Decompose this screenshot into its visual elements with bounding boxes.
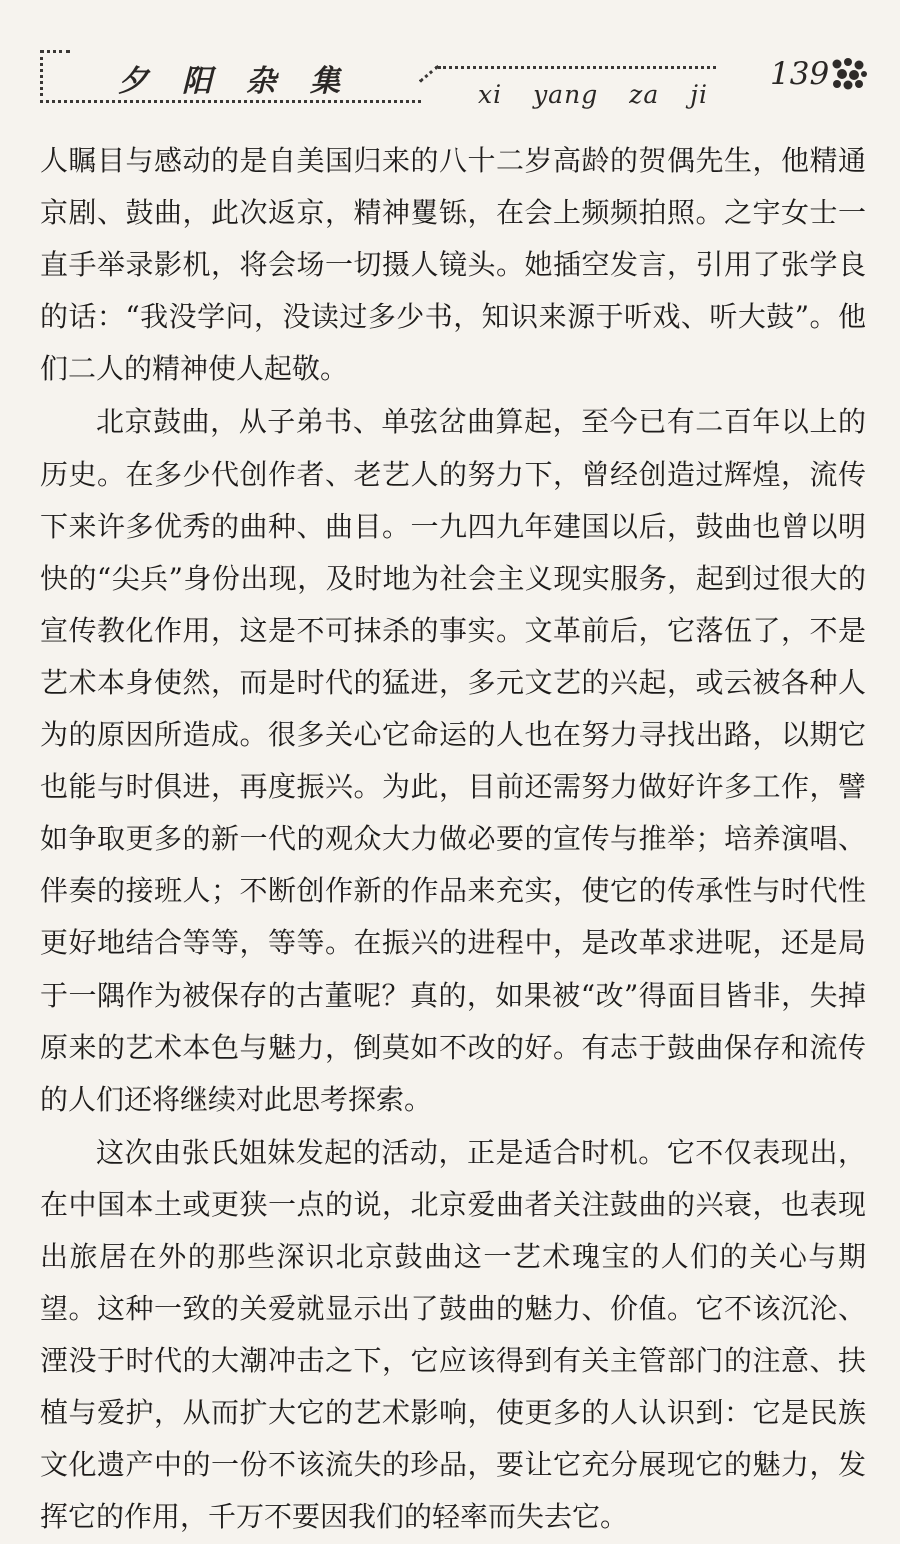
- paragraph: 北京鼓曲，从子弟书、单弦岔曲算起，至今已有二百年以上的历史。在多少代创作者、老艺人的努力下，曾经创造过辉煌，流传下来许多优秀的曲种、曲目。一九四九年建国以后，鼓曲也曾以明快的“尖兵”身份出现，及时地为社会主义现实服务，起到过很大的宣传教化作用，这是不可抹杀的事实。文革前后，它落伍了，不是艺术本身使然，而是时代的猛进，多元文艺的兴起，或云被各种人为的原因所造成。很多关心它命运的人也在努力寻找出路，以期它也能与时俱进，再度振兴。为此，目前还需努力做好许多工作，譬如争取更多的新一代的观众大力做必要的宣传与推举；培养演唱、伴奏的接班人；不断创作新的作品来充实，使它的传承性与时代性更好地结合等等，等等。在振兴的进程中，是改革求进呢，还是局于一隅作为被保存的古董呢？真的，如果被“改”得面目皆非，失掉原来的艺术本色与魅力，倒莫如不改的好。有志于鼓曲保存和流传的人们还将继续对此思考探索。: [40, 405, 866, 1116]
- running-header-pinyin: [478, 80, 730, 109]
- running-header-title: 夕阳杂集: [118, 64, 374, 99]
- pinyin-word: yang: [533, 80, 599, 109]
- pinyin-word: ji: [690, 80, 708, 109]
- paragraph: 人瞩目与感动的是自美国归来的八十二岁高龄的贺偶先生，他精通京剧、鼓曲，此次返京，精神矍铄，在会上频频拍照。之宇女士一直手举录影机，将会场一切摄人镜头。她插空发言，引用了张学良的话：“我没学问，没读过多少书，知识来源于听戏、听大鼓”。他们二人的精神使人起敬。: [40, 144, 866, 386]
- paragraph: 这次由张氏姐妹发起的活动，正是适合时机。它不仅表现出，在中国本土或更狭一点的说，北京爱曲者关注鼓曲的兴衰，也表现出旅居在外的那些深识北京鼓曲这一艺术瑰宝的人们的关心与期望。这种一致的关爱就显示出了鼓曲的魅力、价值。它不该沉沦、湮没于时代的大潮冲击之下，它应该得到有关主管部门的注意、扶植与爱护，从而扩大它的艺术影响，使更多的人认识到：它是民族文化遗产中的一份不该流失的珍品，要让它充分展现它的魅力，发挥它的作用，千万不要因我们的轻率而失去它。: [40, 1135, 866, 1534]
- page-number: 139: [770, 56, 830, 92]
- header-right-dotted-rule: [438, 66, 716, 69]
- dot-cluster-ornament-icon: [828, 54, 868, 94]
- pinyin-word: xi: [478, 80, 503, 109]
- body-text: [40, 135, 866, 1544]
- pinyin-word: za: [629, 80, 660, 109]
